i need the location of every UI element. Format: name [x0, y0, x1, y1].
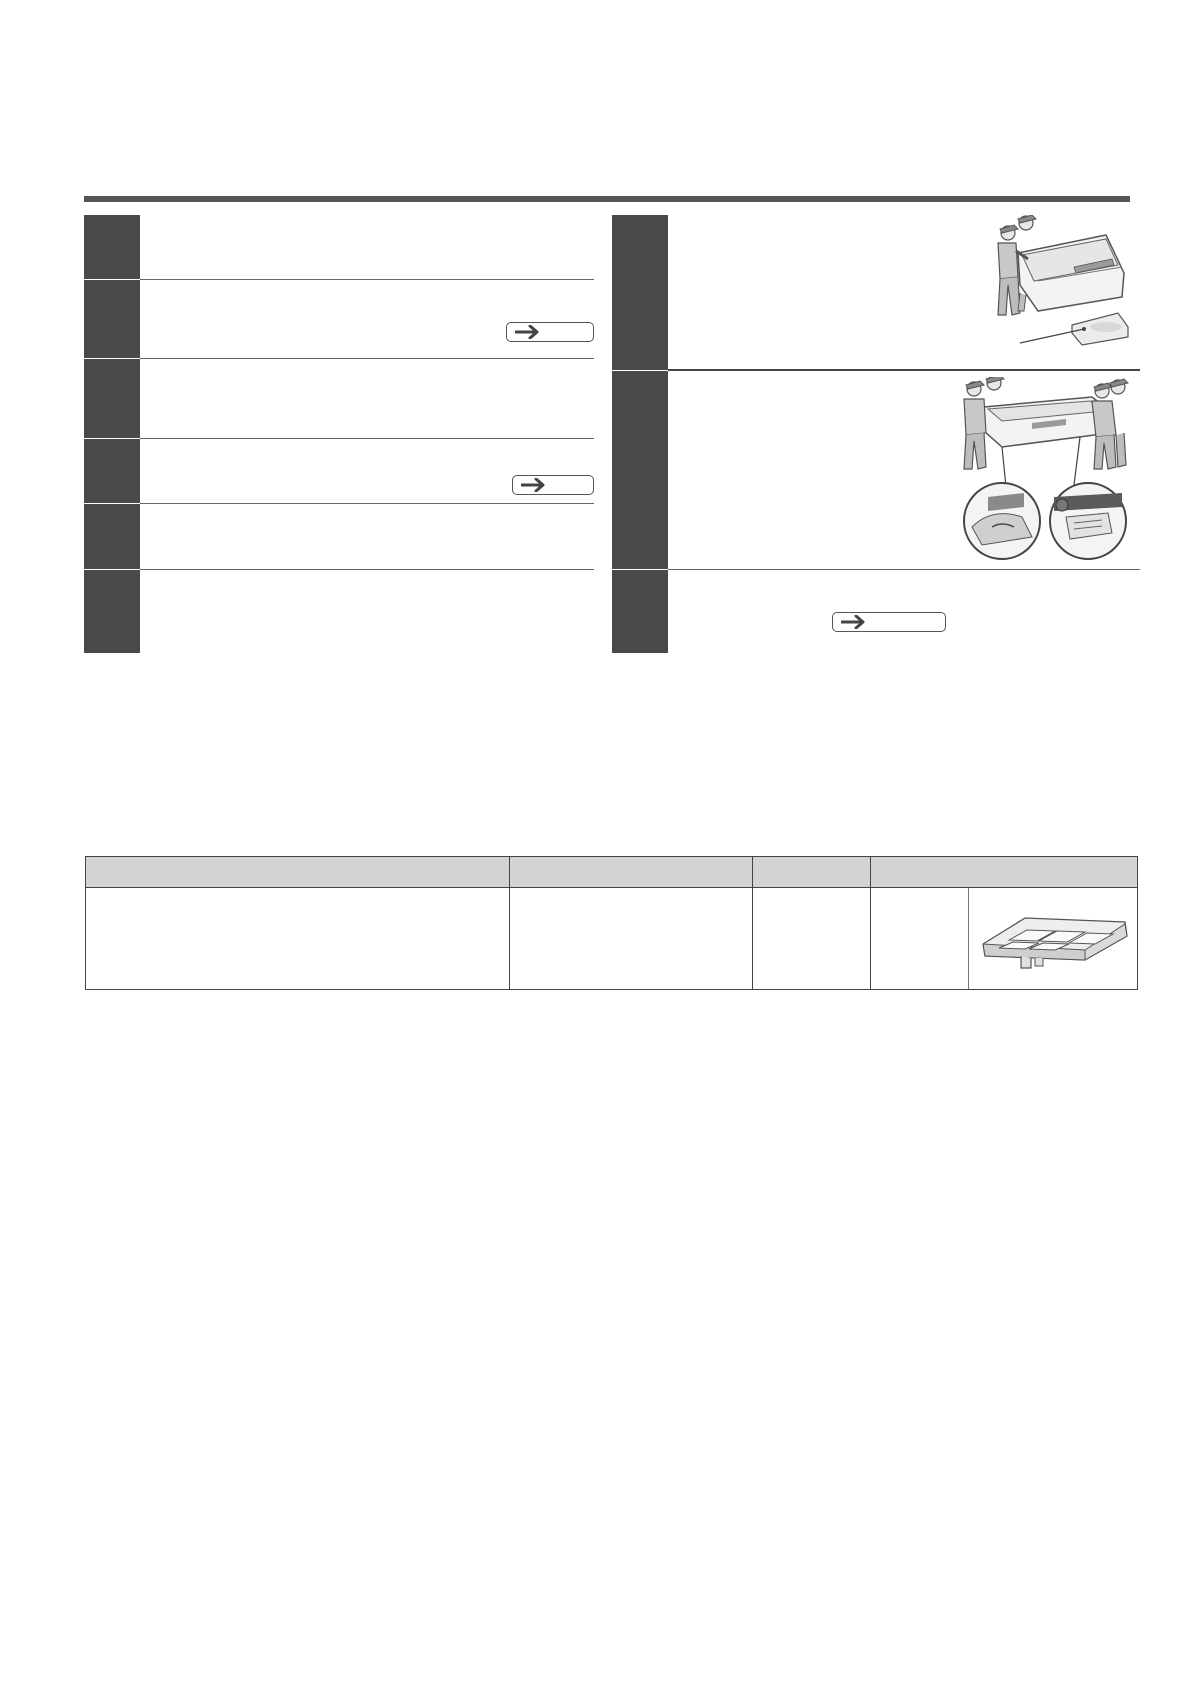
step-left-5: [84, 504, 594, 569]
step-number: [84, 439, 140, 503]
table-header-cell: [753, 857, 871, 888]
arrow-right-icon: [841, 615, 867, 629]
step-left-1: [84, 215, 594, 279]
arrow-right-icon: [521, 478, 547, 492]
parts-table: [85, 856, 1138, 990]
table-header-cell: [510, 857, 753, 888]
step-number: [84, 504, 140, 569]
table-header-cell: [86, 857, 510, 888]
step-number: [84, 359, 140, 438]
table-cell: [510, 888, 753, 990]
step-right-2: [612, 371, 1140, 569]
table-header-row: [86, 857, 1138, 888]
page-reference-link[interactable]: [512, 475, 594, 495]
step-right-3: [612, 570, 1140, 653]
arrow-right-icon: [515, 325, 541, 339]
part-image-cell: [969, 888, 1138, 990]
step-number: [84, 570, 140, 653]
step-number: [84, 280, 140, 358]
step-number: [612, 570, 668, 653]
table-header-cell: [871, 857, 1138, 888]
step-left-3: [84, 359, 594, 438]
table-row: [86, 888, 1138, 990]
table-cell: [871, 888, 969, 990]
workers-tilting-appliance-illustration: [978, 215, 1130, 363]
page-reference-link[interactable]: [506, 322, 594, 342]
step-right-1: [612, 215, 1140, 370]
top-rule: [84, 196, 1130, 202]
step-number: [612, 371, 668, 569]
step-left-6: [84, 570, 594, 653]
step-number: [84, 215, 140, 279]
filter-part-illustration: [969, 888, 1137, 986]
page-reference-link[interactable]: [832, 612, 946, 632]
step-left-2: [84, 280, 594, 358]
workers-lifting-appliance-illustration: [962, 377, 1134, 567]
table-cell: [753, 888, 871, 990]
step-left-4: [84, 439, 594, 503]
table-cell: [86, 888, 510, 990]
step-number: [612, 215, 668, 370]
